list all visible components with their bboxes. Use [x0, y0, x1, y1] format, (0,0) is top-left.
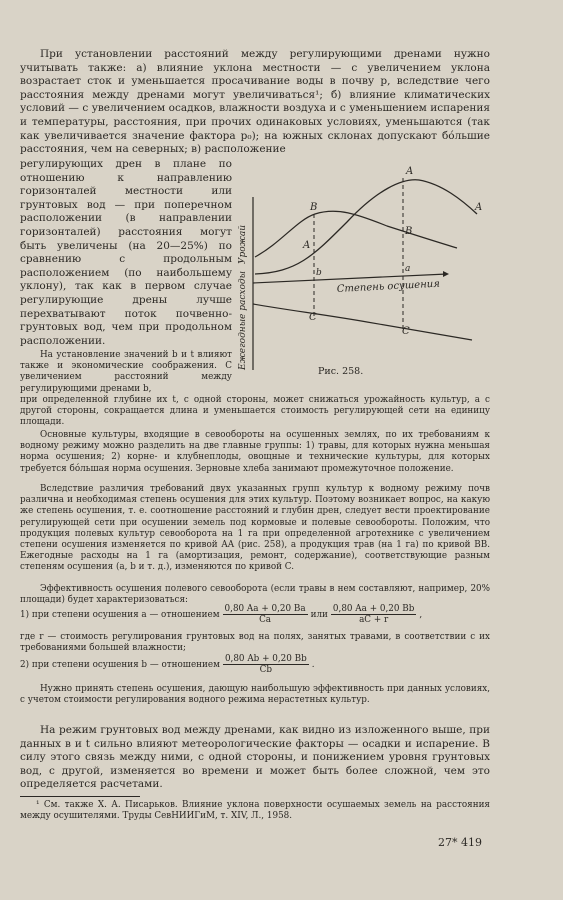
- paragraph-choose-degree: Нужно принять степень осушения, дающую наибольшую эффективность при данных условиях, с учетом стоимости регулирования водного режима нерастетных культур.: [20, 684, 490, 706]
- figure-caption: Рис. 258.: [318, 366, 364, 377]
- footnote: ¹ См. также Х. А. Писарьков. Влияние уклона поверхности осушаемых земель на расстояния между осушителями. Труды СевНИИГиМ, т. XIV, Л., 1958.: [20, 800, 490, 821]
- paragraph-economics: На установление значений b и t влияют также и экономические соображения. С увеличением расстояний между регулирующими дренами b,: [20, 350, 232, 394]
- formula-2: 2) при степени осушения b — отношением $\frac{0,80 Ab + 0,20 Bb}{Cb}$ .: [20, 654, 315, 675]
- paragraph-economics-cont: при определенной глубине их t, с одной стороны, может снижаться урожайность культур, а с другой стороны, сокращается длина и уменьшается стоимость регулирующей сети на единицу площади.: [20, 395, 490, 428]
- curve-aa: [255, 180, 477, 274]
- page-number: 27* 419: [438, 836, 482, 849]
- axis-label-drainage: Степень осушения: [336, 278, 441, 295]
- label-a-top: A: [406, 166, 414, 177]
- footnote-rule: [20, 796, 140, 797]
- label-a-small: a: [405, 264, 411, 274]
- paragraph-requirements: Вследствие различия требований двух указанных групп культур к водному режиму почв различна и необходимая степень осушения для этих культур. Поэтому возникает вопрос, на какую же степень осушения, т. е. соотношение расстояний и глубин дрен, следует вести проектирование регулирующей сети при осушении земель под кормовые и полевые севообороты. Положим, что продукция полевых культур севооборота на 1 га при определенной агротехнике с увеличением степени осушения изменяется по кривой AA (рис. 258), а продукция трав (на 1 га) по кривой BB. Ежегодные расходы на 1 га (амортизация, ремонт, содержание), соответствующие разным степеням осушения (a, b и т. д.), изменяются по кривой C.: [20, 484, 490, 573]
- fraction-1a: $\frac{0,80 Aa + 0,20 Ba}{Ca}$: [224, 604, 306, 625]
- paragraph-drain-layout: регулирующих дрен в плане по отношению к направлению горизонталей местности или грунтовых вод — при поперечном расположении (в направлении горизонталей) расстояния могут быть увеличены (на 20—25%) по сравнению с продольным расположением (по наибольшему уклону), так как в первом случае регулирующие дрены лучше перехватывают поток почвенно-грунтовых вод, чем при продольном расположении.: [20, 158, 232, 347]
- paragraph-groundwater: На режим грунтовых вод между дренами, как видно из изложенного выше, при данных в и t сильно влияют метеорологические факторы — осадки и испарение. В силу этого связь между ними, с одной стороны, и понижением уровня грунтовых вод, с другой, изменяется во времени и может быть более сложной, чем это определяется расчетами.: [20, 724, 490, 791]
- label-b-small: b: [316, 268, 322, 278]
- label-c-left: C: [309, 312, 317, 323]
- curve-bb: [255, 211, 457, 257]
- label-a-right: A: [475, 202, 483, 213]
- ylabel-expenses: Ежегодные расходы: [238, 271, 248, 370]
- label-c-right: C: [402, 326, 410, 337]
- paragraph-efficiency: Эффективность осушения полевого севооборота (если травы в нем составляют, например, 20% площади) будет характеризоваться:: [20, 584, 490, 606]
- figure-258-chart: [237, 152, 495, 378]
- paragraph-slope-factors: При установлении расстояний между регулирующими дренами нужно учитывать также: а) влияние уклона местности — с увеличением уклона возрастает сток и уменьшается просачивание воды в почву p, вследствие чего расстояния между дренами могут увеличиваться¹; б) влияние климатических условий — с увеличением осадков, влажности воздуха и с уменьшением испарения и температуры, расстояния, при прочих одинаковых условиях, уменьшаются (так как увеличивается значение фактора p₀); на южных склонах допускают бо́льшие расстояния, чем на северных; в) расположение: [20, 48, 490, 156]
- paragraph-crop-groups: Основные культуры, входящие в севообороты на осушенных землях, по их требованиям к водному режиму можно разделить на две главные группы: 1) травы, для которых нужна меньшая норма осушения; 2) корне- и клубнеплоды, овощные и технические культуры, для которых требуется бо́льшая норма осушения. Зерновые хлеба занимают промежуточное положение.: [20, 430, 490, 474]
- curve-c: [253, 304, 472, 340]
- ylabel-yield: Урожай: [238, 224, 248, 264]
- paragraph-r-definition: где r — стоимость регулирования грунтовых вод на полях, занятых травами, в соответствии с их требованиями большей влажности;: [20, 632, 490, 654]
- label-b-right: B: [405, 226, 413, 237]
- label-b-left: B: [310, 202, 318, 213]
- fraction-1b: $\frac{0,80 Aa + 0,20 Bb}{aC + r}$: [332, 604, 415, 625]
- fraction-2: $\frac{0,80 Ab + 0,20 Bb}{Cb}$: [224, 654, 307, 675]
- formula-1: 1) при степени осушения a — отношением $\frac{0,80 Aa + 0,20 Ba}{Ca}$ или $\frac{0,80 Aa + 0,20 Bb}{aC + r}$ ,: [20, 604, 423, 625]
- label-a-left: A: [303, 240, 311, 251]
